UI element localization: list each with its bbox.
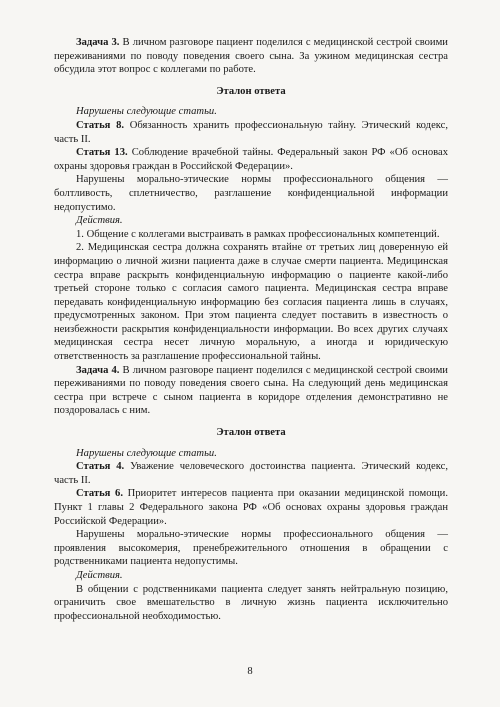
answer-2-heading: Эталон ответа bbox=[216, 427, 286, 439]
answer-1-article-2-text: Соблюдение врачебной тайны. Федеральный закон РФ «Об основах охраны здоровья граждан в Российской Федерации». bbox=[54, 147, 448, 172]
task-4-label: Задача 4. bbox=[76, 364, 120, 376]
answer-2-article-2 bbox=[54, 487, 448, 528]
answer-1-actions-label: Действия. bbox=[76, 215, 123, 227]
answer-1-action-1: 1. Общение с коллегами выстраивать в рамках профессиональных компетенций. bbox=[76, 228, 440, 240]
answer-2-article-2-text: Приоритет интересов пациента при оказании медицинской помощи. Пункт 1 главы 2 Федерального закона РФ «Об основах охраны здоровья граждан Российской Федерации». bbox=[54, 488, 448, 527]
answer-2-norms: Нарушены морально-этические нормы профессионального общения — проявления высокомерия, пренебрежительного отношения в обращении с родственниками пациента недопустимы. bbox=[54, 529, 448, 568]
answer-1-article-2 bbox=[54, 146, 448, 173]
task-4-paragraph bbox=[54, 364, 448, 418]
task-4-text: В личном разговоре пациент поделился с медицинской сестрой своими переживаниями по поводу поведения своего сына. На следующий день медицинская сестра при встрече с сыном пациента в коридоре отделения демонстративно не поздоровалась с ним. bbox=[54, 364, 448, 417]
task-3-paragraph bbox=[54, 36, 448, 77]
answer-1-violated: Нарушены следующие статьи. bbox=[76, 106, 217, 118]
page-number: 8 bbox=[247, 666, 253, 677]
task-3-label: Задача 3. bbox=[76, 37, 120, 48]
answer-2-article-1-text: Уважение человеческого достоинства пациента. Этический кодекс, часть II. bbox=[54, 461, 448, 486]
answer-1-norms: Нарушены морально-этические нормы профессионального общения — болтливость, сплетничество, разглашение конфиденциальной информации недопустимо. bbox=[54, 174, 448, 213]
answer-2-article-1-label: Статья 4. bbox=[76, 461, 125, 473]
answer-2-actions-label: Действия. bbox=[76, 569, 123, 581]
answer-1-heading: Эталон ответа bbox=[216, 85, 286, 97]
answer-2-article-1 bbox=[54, 460, 448, 487]
answer-2-article-2-label: Статья 6. bbox=[76, 488, 123, 500]
answer-2-action-1: В общении с родственниками пациента следует занять нейтральную позицию, ограничить свое вмешательство в личную жизнь пациента исключительно профессиональной необходимостью. bbox=[54, 583, 448, 622]
answer-1-action-2: 2. Медицинская сестра должна сохранять втайне от третьих лиц доверенную ей информацию о личной жизни пациента даже в случае смерти пациента. Медицинская сестра вправе раскрыть конфиденциальную информацию о пациенте какой-либо третьей стороне только с согласия самого пациента. Медицинская сестра вправе передавать конфиденциальную информацию без согласия пациента лишь в случаях, предусмотренных законом. При этом пациента следует поставить в известность о неизбежности раскрытия конфиденциальности информации. Во всех других случаях медицинская сестра несет личную моральную, а иногда и юридическую ответственность за разглашение профессиональной тайны. bbox=[54, 242, 448, 363]
answer-1-article-1-label: Статья 8. bbox=[76, 119, 125, 131]
answer-1-article-2-label: Статья 13. bbox=[76, 147, 128, 159]
answer-2-violated: Нарушены следующие статьи. bbox=[76, 447, 217, 459]
task-3-text: В личном разговоре пациент поделился с медицинской сестрой своими переживаниями по поводу поведения своего сына. За ужином медицинская сестра обсудила этот вопрос с коллегами по работе. bbox=[54, 37, 448, 76]
answer-1-article-1 bbox=[54, 119, 448, 146]
answer-1-article-1-text: Обязанность хранить профессиональную тайну. Этический кодекс, часть II. bbox=[54, 119, 448, 145]
